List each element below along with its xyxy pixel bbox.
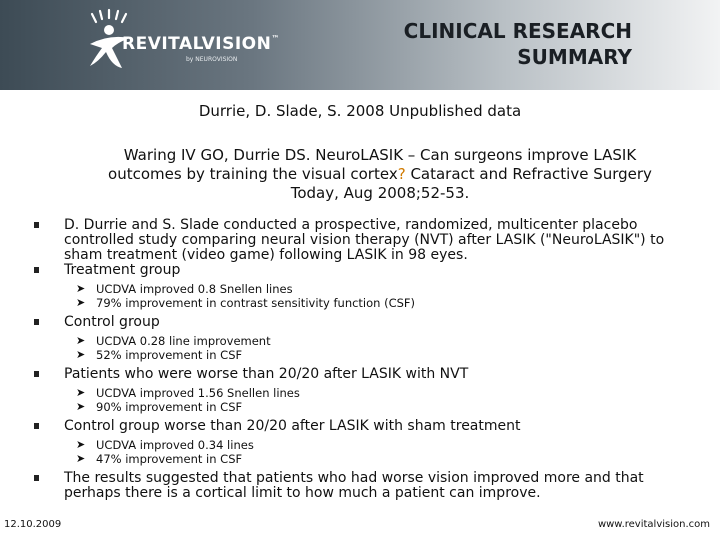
footer-url[interactable]: www.revitalvision.com xyxy=(597,519,710,530)
arrow-bullet-icon: ➤ xyxy=(76,282,86,295)
footer-date: 12.10.2009 xyxy=(4,519,62,530)
bullet-square-icon xyxy=(34,319,39,325)
bullet-item: Control group worse than 20/20 after LASIK with sham treatment xyxy=(34,419,694,434)
bullet-item: Treatment group xyxy=(34,263,694,278)
sub-bullet-item: ➤ UCDVA improved 1.56 Snellen lines xyxy=(76,386,300,400)
bullet-square-icon xyxy=(34,371,39,377)
arrow-bullet-icon: ➤ xyxy=(76,452,86,465)
arrow-bullet-icon: ➤ xyxy=(76,386,86,399)
sub-bullet-item: ➤ UCDVA improved 0.34 lines xyxy=(76,438,254,452)
bullet-item: D. Durrie and S. Slade conducted a prospective, randomized, multicenter placebo controlled study comparing neural vision therapy (NVT) after LASIK ("NeuroLASIK") to sham treatment (video game) following LASIK in 98 eyes. xyxy=(34,218,694,263)
sub-bullet-item: ➤ UCDVA 0.28 line improvement xyxy=(76,334,271,348)
bullet-item: The results suggested that patients who had worse vision improved more and that perhaps there is a cortical limit to how much a patient can improve. xyxy=(34,471,694,501)
source-citation-2: Waring IV GO, Durrie DS. NeuroLASIK – Can surgeons improve LASIK outcomes by training the visual cortex? Cataract and Refractive Surgery Today, Aug 2008;52-53. xyxy=(108,146,652,202)
sub-bullet-item: ➤ 90% improvement in CSF xyxy=(76,400,243,414)
source-citation-1: Durrie, D. Slade, S. 2008 Unpublished data xyxy=(198,102,522,120)
logo-subtitle: by NEUROVISION xyxy=(186,56,238,63)
slide-title: CLINICAL RESEARCH SUMMARY xyxy=(403,19,632,69)
sub-bullet-item: ➤ UCDVA improved 0.8 Snellen lines xyxy=(76,282,293,296)
arrow-bullet-icon: ➤ xyxy=(76,400,86,413)
bullet-list xyxy=(34,218,694,501)
sub-bullet-item: ➤ 47% improvement in CSF xyxy=(76,452,243,466)
bullet-square-icon xyxy=(34,267,39,273)
bullet-item: Control group xyxy=(34,315,694,330)
sub-bullet-item: ➤ 52% improvement in CSF xyxy=(76,348,243,362)
slide-header xyxy=(0,0,720,90)
arrow-bullet-icon: ➤ xyxy=(76,438,86,451)
logo-wordmark: REVITALVISION™ xyxy=(122,34,280,54)
sub-bullet-item: ➤ 79% improvement in contrast sensitivity function (CSF) xyxy=(76,296,416,310)
bullet-item: Patients who were worse than 20/20 after LASIK with NVT xyxy=(34,367,694,382)
arrow-bullet-icon: ➤ xyxy=(76,334,86,347)
bullet-square-icon xyxy=(34,475,39,481)
arrow-bullet-icon: ➤ xyxy=(76,348,86,361)
bullet-square-icon xyxy=(34,423,39,429)
arrow-bullet-icon: ➤ xyxy=(76,296,86,309)
bullet-square-icon xyxy=(34,222,39,228)
